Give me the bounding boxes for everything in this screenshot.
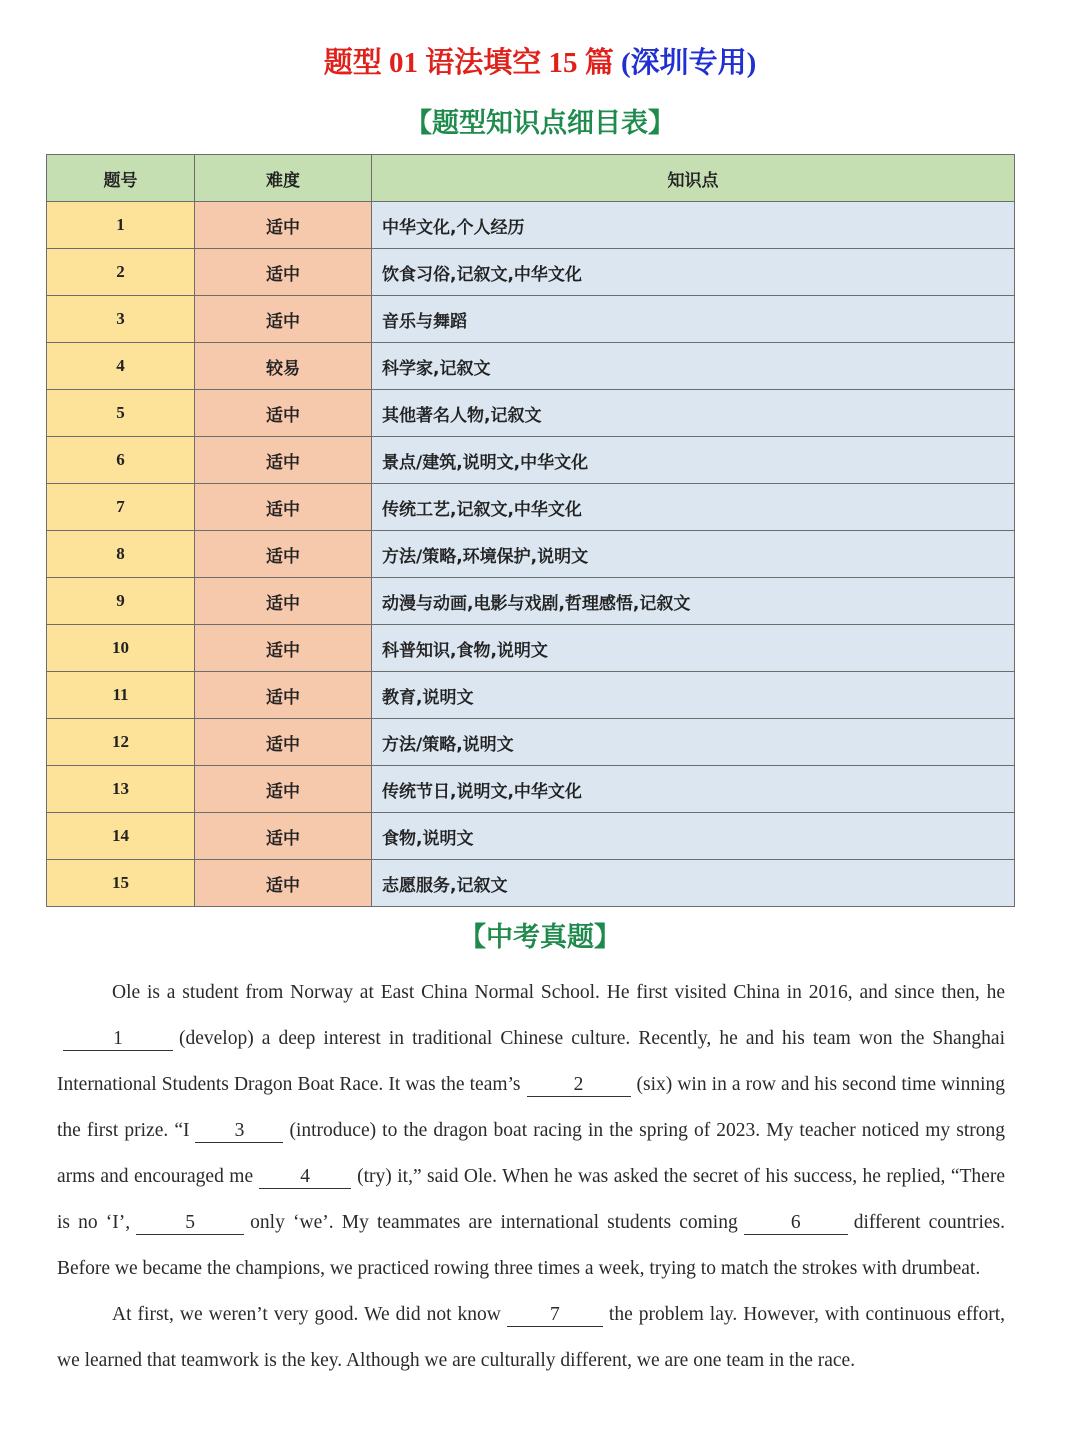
exam-heading: 【中考真题】 xyxy=(459,922,621,953)
knowledge-point-table xyxy=(46,154,1015,907)
cell-number: 8 xyxy=(47,531,195,578)
cell-number: 13 xyxy=(47,766,195,813)
passage-text: Ole is a student from Norway at East China Normal School. He first visited China in 2016, and since then, he xyxy=(112,982,1005,1003)
cell-difficulty: 适中 xyxy=(195,578,372,625)
passage-text: only ‘we’. My teammates are international students coming xyxy=(250,1212,738,1233)
cell-topic: 其他著名人物,记叙文 xyxy=(372,390,1015,437)
table-row xyxy=(47,484,1015,531)
cell-number: 15 xyxy=(47,860,195,907)
cell-topic: 传统节日,说明文,中华文化 xyxy=(372,766,1015,813)
passage-text: (develop) a deep interest in traditional Chinese culture. Recently, he and his team won the Shanghai International Students Dragon Boat Race. It was the team’s xyxy=(57,1028,1005,1095)
cloze-passage xyxy=(57,970,1005,1384)
cell-difficulty: 适中 xyxy=(195,719,372,766)
answer-blank-6[interactable]: 6 xyxy=(744,1212,848,1235)
cell-topic: 传统工艺,记叙文,中华文化 xyxy=(372,484,1015,531)
table-heading: 【题型知识点细目表】 xyxy=(405,108,675,139)
passage-text: (try) it,” said Ole. When he was asked the secret of his success, he replied, “There is no ‘I’, xyxy=(57,1166,1005,1233)
cell-topic: 教育,说明文 xyxy=(372,672,1015,719)
cell-topic: 动漫与动画,电影与戏剧,哲理感悟,记叙文 xyxy=(372,578,1015,625)
passage-paragraph-2 xyxy=(57,1292,1005,1384)
table-row xyxy=(47,437,1015,484)
cell-difficulty: 适中 xyxy=(195,766,372,813)
table-row xyxy=(47,578,1015,625)
table-row xyxy=(47,390,1015,437)
cell-number: 12 xyxy=(47,719,195,766)
answer-blank-2[interactable]: 2 xyxy=(527,1074,631,1097)
answer-blank-7[interactable]: 7 xyxy=(507,1304,603,1327)
cell-topic: 科普知识,食物,说明文 xyxy=(372,625,1015,672)
cell-number: 5 xyxy=(47,390,195,437)
table-row xyxy=(47,531,1015,578)
table-row xyxy=(47,860,1015,907)
column-header-topic: 知识点 xyxy=(372,155,1015,202)
title-region: (深圳专用) xyxy=(620,47,757,79)
cell-difficulty: 适中 xyxy=(195,531,372,578)
passage-text: At first, we weren’t very good. We did not know xyxy=(112,1304,501,1325)
cell-topic: 饮食习俗,记叙文,中华文化 xyxy=(372,249,1015,296)
table-row xyxy=(47,672,1015,719)
cell-topic: 方法/策略,环境保护,说明文 xyxy=(372,531,1015,578)
cell-topic: 中华文化,个人经历 xyxy=(372,202,1015,249)
table-row xyxy=(47,202,1015,249)
cell-number: 3 xyxy=(47,296,195,343)
cell-number: 2 xyxy=(47,249,195,296)
cell-number: 14 xyxy=(47,813,195,860)
cell-difficulty: 适中 xyxy=(195,390,372,437)
table-header-row xyxy=(47,155,1015,202)
table-row xyxy=(47,719,1015,766)
table-row xyxy=(47,813,1015,860)
answer-blank-3[interactable]: 3 xyxy=(195,1120,283,1143)
answer-blank-4[interactable]: 4 xyxy=(259,1166,351,1189)
cell-number: 4 xyxy=(47,343,195,390)
cell-number: 10 xyxy=(47,625,195,672)
cell-number: 1 xyxy=(47,202,195,249)
cell-topic: 方法/策略,说明文 xyxy=(372,719,1015,766)
passage-text: (introduce) to the dragon boat racing in the spring of 2023. My teacher noticed my strong arms and encouraged me xyxy=(57,1120,1005,1187)
column-header-number: 题号 xyxy=(47,155,195,202)
document-title xyxy=(0,38,1080,88)
table-row xyxy=(47,766,1015,813)
cell-difficulty: 适中 xyxy=(195,484,372,531)
cell-difficulty: 适中 xyxy=(195,296,372,343)
passage-text: (six) win in a row and his second time winning the first prize. “I xyxy=(57,1074,1005,1141)
cell-topic: 科学家,记叙文 xyxy=(372,343,1015,390)
table-row xyxy=(47,343,1015,390)
passage-text: the problem lay. However, with continuous effort, we learned that teamwork is the key. Although we are culturally different, we are one team in the race. xyxy=(57,1304,1006,1371)
table-row xyxy=(47,625,1015,672)
cell-topic: 音乐与舞蹈 xyxy=(372,296,1015,343)
cell-difficulty: 适中 xyxy=(195,437,372,484)
cell-topic: 志愿服务,记叙文 xyxy=(372,860,1015,907)
table-row xyxy=(47,296,1015,343)
cell-number: 6 xyxy=(47,437,195,484)
cell-difficulty: 适中 xyxy=(195,860,372,907)
cell-topic: 食物,说明文 xyxy=(372,813,1015,860)
cell-difficulty: 适中 xyxy=(195,249,372,296)
cell-topic: 景点/建筑,说明文,中华文化 xyxy=(372,437,1015,484)
cell-difficulty: 适中 xyxy=(195,202,372,249)
column-header-difficulty: 难度 xyxy=(195,155,372,202)
cell-difficulty: 较易 xyxy=(195,343,372,390)
cell-difficulty: 适中 xyxy=(195,672,372,719)
table-row xyxy=(47,249,1015,296)
answer-blank-5[interactable]: 5 xyxy=(136,1212,244,1235)
cell-number: 11 xyxy=(47,672,195,719)
title-main: 题型 01 语法填空 15 篇 xyxy=(323,47,614,79)
passage-paragraph-1 xyxy=(57,970,1005,1292)
cell-difficulty: 适中 xyxy=(195,813,372,860)
answer-blank-1[interactable]: 1 xyxy=(63,1028,173,1051)
cell-number: 7 xyxy=(47,484,195,531)
cell-number: 9 xyxy=(47,578,195,625)
passage-text: different countries. Before we became the champions, we practiced rowing three times a week, trying to match the strokes with drumbeat. xyxy=(57,1212,1005,1279)
cell-difficulty: 适中 xyxy=(195,625,372,672)
